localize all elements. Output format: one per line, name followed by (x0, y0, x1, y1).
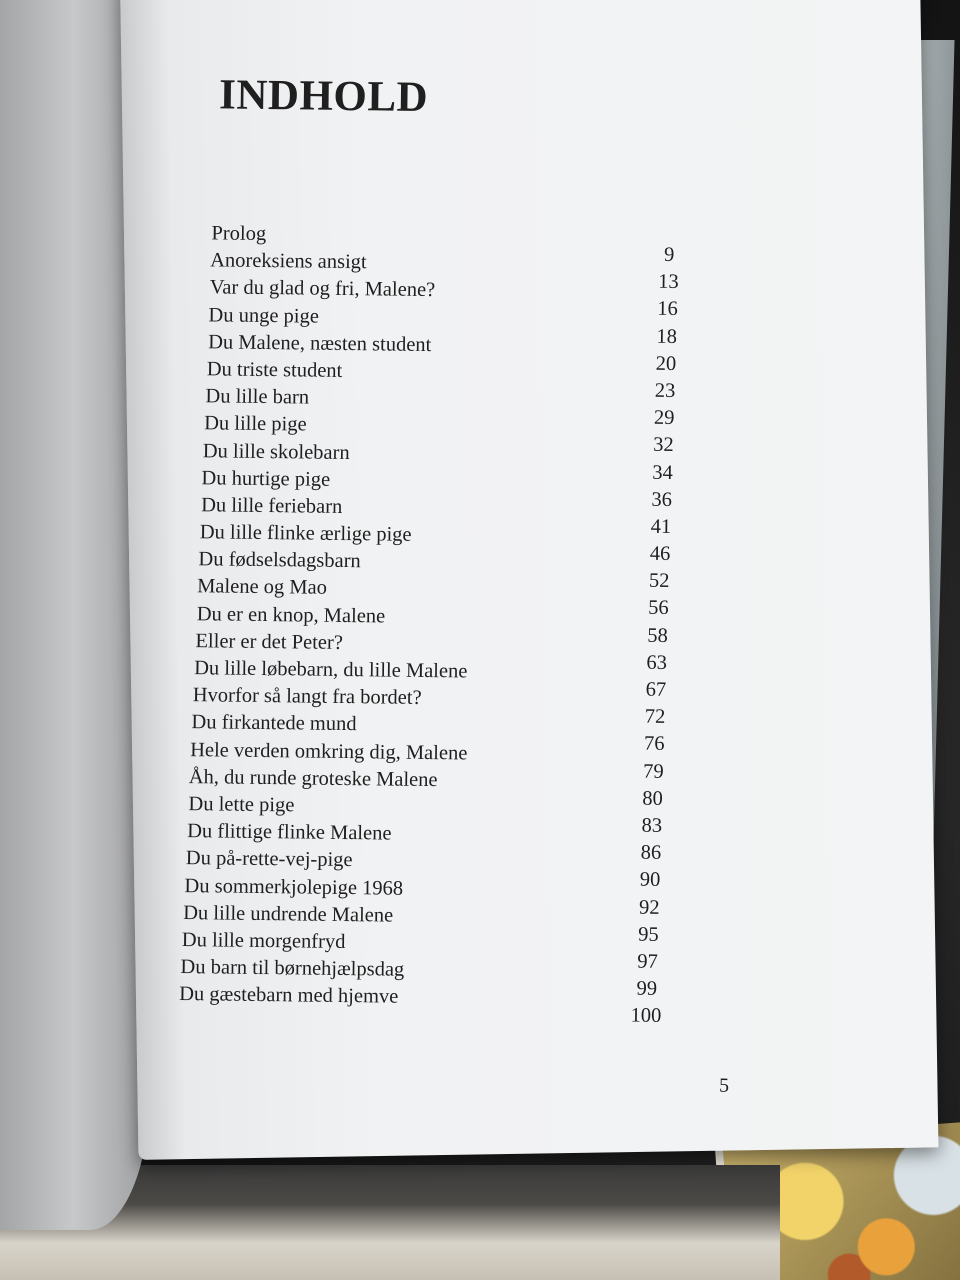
toc-entry: Du sommerkjolepige 1968 (184, 874, 404, 900)
toc-entry: Du barn til børnehjælpsdag (180, 956, 405, 981)
toc-page-number: 32 (653, 434, 674, 457)
toc-page-number: 13 (658, 270, 679, 294)
toc-entry: Hele verden omkring dig, Malene (190, 738, 468, 765)
toc-entry: Eller er det Peter? (195, 629, 344, 654)
toc-entry: Du lette pige (188, 793, 295, 817)
toc-page-number: 100 (630, 1004, 662, 1028)
toc-page-number: 16 (657, 298, 678, 321)
toc-page-number: 56 (648, 597, 669, 620)
toc-page-number: 72 (644, 705, 666, 729)
toc-page-number: 99 (636, 977, 658, 1000)
toc-entries (179, 220, 668, 1014)
toc-entry: Du lille feriebarn (201, 494, 343, 518)
toc-entry: Var du glad og fri, Malene? (209, 276, 436, 302)
toc-entry: Du hurtige pige (201, 466, 331, 491)
toc-page-number: 34 (652, 461, 673, 484)
toc-entry: Du lille flinke ærlige pige (199, 521, 412, 546)
toc-entry: Anoreksiens ansigt (210, 249, 367, 274)
toc-entry: Hvorfor så langt fra bordet? (192, 684, 422, 710)
toc-entry: Du fødselsdagsbarn (198, 548, 361, 573)
toc-entry: Du lille løbebarn, du lille Malene (194, 657, 468, 683)
toc-page-number: 58 (647, 624, 668, 647)
page-content (108, 0, 922, 1153)
toc-entry: Du lille barn (205, 385, 310, 409)
toc-page-number: 95 (638, 923, 659, 946)
toc-page-number: 80 (642, 787, 663, 810)
page-number: 5 (718, 1074, 730, 1097)
toc-entry: Du lille skolebarn (202, 439, 350, 464)
book-page (120, 0, 938, 1160)
toc-page-number: 97 (637, 950, 658, 973)
toc-page-number: 23 (654, 379, 676, 402)
toc-entry: Du på-rette-vej-pige (185, 847, 353, 872)
toc-page-number: 29 (653, 406, 675, 430)
toc-entry: Du triste student (206, 358, 343, 382)
toc-entry: Du gæstebarn med hjemve (179, 983, 399, 1008)
toc-page-number: 18 (656, 325, 678, 348)
toc-page-number: 20 (655, 352, 677, 375)
toc-entry: Du flittige flinke Malene (187, 820, 392, 845)
toc-page-number: 52 (648, 569, 670, 593)
toc-page-number: 76 (643, 733, 665, 756)
toc-page-number: 83 (641, 814, 663, 837)
toc-entry: Du Malene, næsten student (208, 331, 432, 356)
toc-page-number: 86 (640, 841, 662, 865)
toc-entry: Du lille undrende Malene (183, 901, 394, 927)
toc-page-number: 63 (646, 651, 668, 674)
toc-page-numbers (630, 242, 700, 1031)
toc-entry: Åh, du runde groteske Malene (188, 765, 438, 791)
toc-entry: Du er en knop, Malene (196, 602, 386, 628)
toc-page-number: 92 (638, 896, 660, 919)
toc-entry: Prolog (211, 222, 267, 246)
toc-page-number: 41 (650, 515, 672, 538)
toc-entry: Du unge pige (208, 303, 320, 328)
toc-page-number: 90 (639, 868, 661, 892)
toc-page-number: 67 (645, 678, 667, 701)
toc-page-number: 79 (643, 760, 664, 783)
toc-entry: Du lille morgenfryd (181, 928, 346, 953)
toc-entry: Malene og Mao (197, 575, 328, 600)
toc-page-number: 9 (663, 243, 675, 267)
page-title: INDHOLD (218, 71, 429, 121)
toc-page-number: 46 (649, 542, 671, 566)
toc-page-number: 36 (651, 488, 673, 511)
toc-entry: Du firkantede mund (191, 711, 357, 736)
toc-entry: Du lille pige (204, 412, 307, 436)
